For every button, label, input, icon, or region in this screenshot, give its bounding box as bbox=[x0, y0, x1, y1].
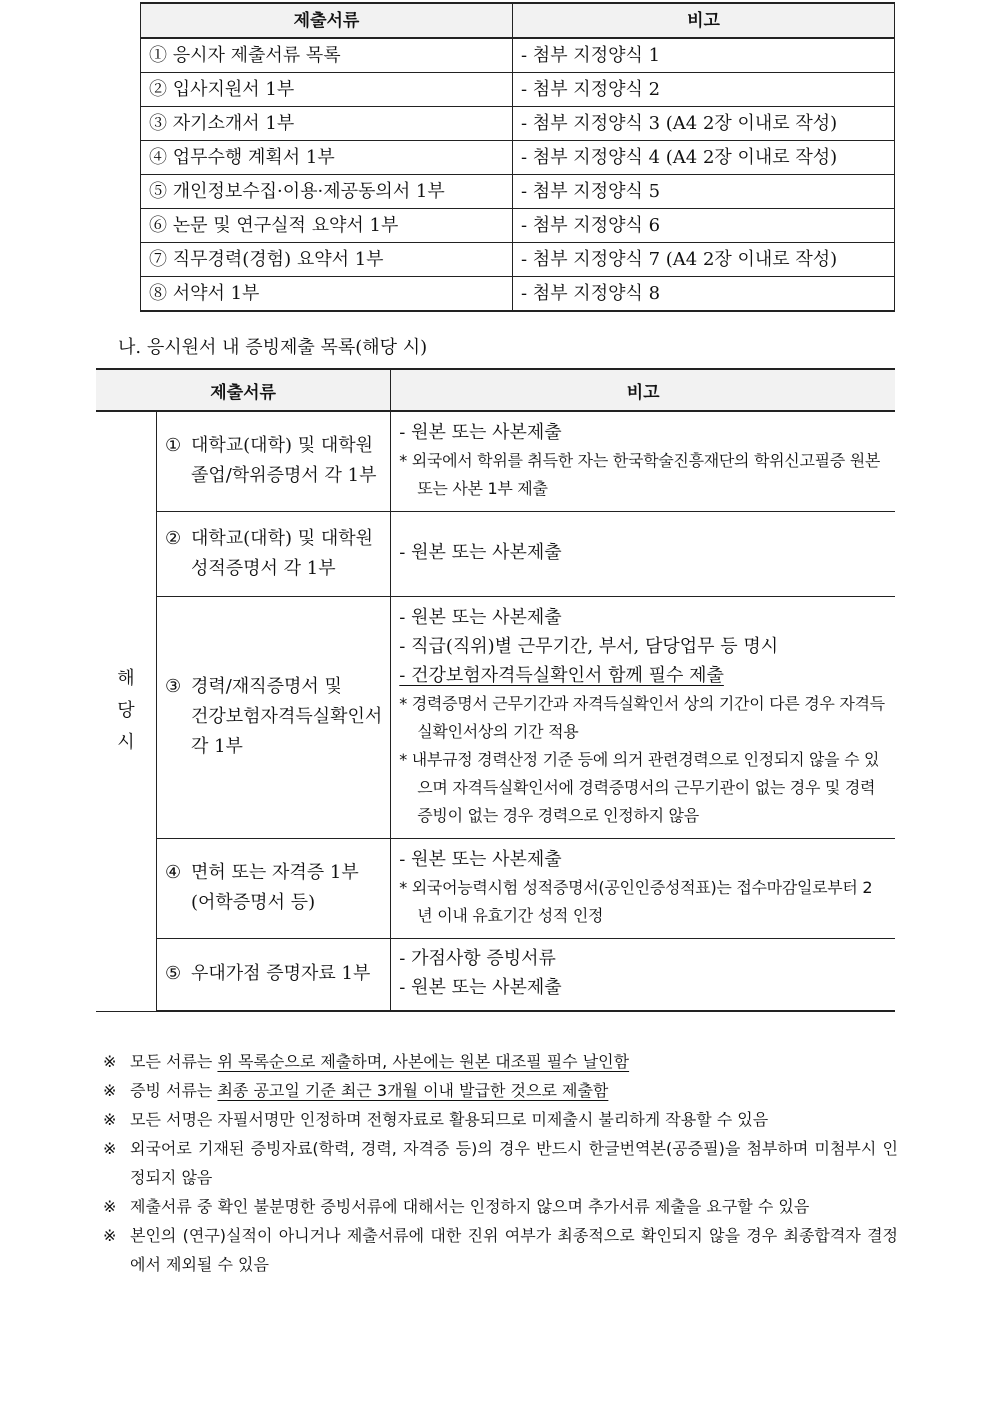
note-text-plain: 제출서류 중 확인 불분명한 증빙서류에 대해서는 인정하지 않으며 추가서류 제출을 요구할 수 있음 bbox=[130, 1197, 810, 1216]
table-header-row bbox=[141, 3, 895, 38]
doc-text bbox=[191, 431, 376, 491]
doc-line: 건강보험자격득실확인서 bbox=[191, 706, 383, 727]
group-label-char: 해 bbox=[117, 668, 135, 690]
note-item bbox=[103, 1076, 898, 1105]
table-row bbox=[96, 838, 895, 938]
reference-mark: ※ bbox=[103, 1110, 117, 1129]
table-row bbox=[96, 411, 895, 511]
note-text bbox=[130, 1221, 898, 1279]
remark-line: - 건강보험자격득실확인서 함께 필수 제출 bbox=[399, 664, 724, 686]
note-text bbox=[130, 1047, 629, 1076]
remark-subnote: * 내부규정 경력산정 기준 등에 의거 관련경력으로 인정되지 않을 수 있으며 자격득실확인서에 경력증명서의 근무기관이 없는 경우 및 경력증빙이 없는 경우 경력으로 인정하지 않음 bbox=[399, 749, 880, 825]
table-row bbox=[141, 209, 895, 243]
note-text-plain: 외국어로 기재된 증빙자료(학력, 경력, 자격증 등)의 경우 반드시 한글번역본(공증필)을 첨부하며 미첨부시 인정되지 않음 bbox=[130, 1139, 898, 1187]
doc-line: 졸업/학위증명서 각 1부 bbox=[191, 465, 377, 487]
doc-wrap bbox=[165, 959, 382, 989]
doc-text bbox=[191, 672, 382, 762]
doc-number: ⑤ bbox=[165, 963, 182, 985]
doc-line: 대학교(대학) 및 대학원 bbox=[191, 435, 373, 457]
doc-cell: ③ 자기소개서 1부 bbox=[141, 107, 513, 141]
doc-number: ② bbox=[165, 527, 182, 549]
table-row bbox=[96, 596, 895, 838]
table-row bbox=[96, 511, 895, 596]
doc-text bbox=[191, 858, 359, 918]
remark-cell: - 첨부 지정양식 2 bbox=[513, 73, 895, 107]
remark-cell bbox=[391, 596, 895, 838]
remark-cell: - 첨부 지정양식 6 bbox=[513, 209, 895, 243]
evidence-docs-table bbox=[96, 368, 895, 1012]
doc-line: 대학교(대학) 및 대학원 bbox=[191, 527, 373, 549]
doc-line: 면허 또는 자격증 1부 bbox=[191, 862, 359, 883]
note-text bbox=[130, 1105, 768, 1134]
table-row bbox=[141, 175, 895, 209]
remark-subnote: * 외국에서 학위를 취득한 자는 한국학술진흥재단의 학위신고필증 원본 또는 사본 1부 제출 bbox=[399, 450, 881, 498]
note-text bbox=[130, 1076, 608, 1105]
note-text-underlined: 위 목록순으로 제출하며, 사본에는 원본 대조필 필수 날인함 bbox=[217, 1052, 630, 1071]
reference-mark: ※ bbox=[103, 1052, 117, 1071]
remark-cell: - 첨부 지정양식 4 (A4 2장 이내로 작성) bbox=[513, 141, 895, 175]
remark-cell: - 첨부 지정양식 7 (A4 2장 이내로 작성) bbox=[513, 243, 895, 277]
doc-cell: ⑥ 논문 및 연구실적 요약서 1부 bbox=[141, 209, 513, 243]
doc-cell: ⑤ 개인정보수집·이용·제공동의서 1부 bbox=[141, 175, 513, 209]
doc-cell: ⑦ 직무경력(경험) 요약서 1부 bbox=[141, 243, 513, 277]
remark-line: - 원본 또는 사본제출 bbox=[399, 606, 562, 628]
table-row bbox=[141, 73, 895, 107]
remark-cell: - 첨부 지정양식 8 bbox=[513, 277, 895, 312]
note-item bbox=[103, 1134, 898, 1192]
notes-list bbox=[103, 1047, 898, 1279]
table-row bbox=[141, 107, 895, 141]
table-row bbox=[141, 38, 895, 73]
remark-cell: - 첨부 지정양식 1 bbox=[513, 38, 895, 73]
doc-wrap bbox=[165, 672, 382, 762]
note-text-plain: 본인의 (연구)실적이 아니거나 제출서류에 대한 진위 여부가 최종적으로 확인되지 않을 경우 최종합격자 결정에서 제외될 수 있음 bbox=[130, 1226, 898, 1274]
remark-cell: - 첨부 지정양식 3 (A4 2장 이내로 작성) bbox=[513, 107, 895, 141]
note-item bbox=[103, 1105, 898, 1134]
remark-cell bbox=[391, 411, 895, 511]
note-text-underlined: 최종 공고일 기준 최근 3개월 이내 발급한 것으로 제출함 bbox=[217, 1081, 609, 1100]
reference-mark: ※ bbox=[103, 1197, 117, 1216]
doc-cell bbox=[157, 938, 391, 1011]
remark-cell bbox=[391, 838, 895, 938]
header-remarks: 비고 bbox=[513, 3, 895, 38]
remark-line: - 원본 또는 사본제출 bbox=[399, 542, 562, 563]
doc-wrap bbox=[165, 858, 382, 918]
doc-line: (어학증명서 등) bbox=[191, 892, 316, 913]
doc-cell bbox=[157, 838, 391, 938]
doc-cell: ② 입사지원서 1부 bbox=[141, 73, 513, 107]
note-text bbox=[130, 1134, 898, 1192]
table-body bbox=[96, 411, 895, 1011]
remark-subnote: * 경력증명서 근무기간과 자격득실확인서 상의 기간이 다른 경우 자격득실확인서상의 기간 적용 bbox=[399, 693, 885, 741]
doc-line: 각 1부 bbox=[191, 736, 243, 757]
table-row bbox=[141, 243, 895, 277]
remark-cell bbox=[391, 938, 895, 1011]
doc-number: ① bbox=[165, 435, 182, 457]
table-row bbox=[141, 277, 895, 312]
doc-cell: ⑧ 서약서 1부 bbox=[141, 277, 513, 312]
remark-line: - 가점사항 증빙서류 bbox=[399, 948, 556, 970]
remark-line: - 원본 또는 사본제출 bbox=[399, 848, 562, 870]
group-label-char: 당 bbox=[117, 700, 135, 722]
doc-text bbox=[191, 524, 373, 584]
table-body bbox=[141, 38, 895, 311]
doc-line: 성적증명서 각 1부 bbox=[191, 557, 336, 579]
group-label-cell bbox=[96, 411, 157, 1011]
remark-cell: - 첨부 지정양식 5 bbox=[513, 175, 895, 209]
note-text-plain: 모든 서명은 자필서명만 인정하며 전형자료로 활용되므로 미제출시 불리하게 작용할 수 있음 bbox=[130, 1110, 769, 1129]
remark-line: - 원본 또는 사본제출 bbox=[399, 421, 562, 443]
section-heading: 나. 응시원서 내 증빙제출 목록(해당 시) bbox=[118, 337, 428, 358]
doc-line: 우대가점 증명자료 1부 bbox=[191, 963, 371, 985]
doc-cell bbox=[157, 596, 391, 838]
table-header-row bbox=[96, 369, 895, 411]
note-text-plain: 모든 서류는 bbox=[130, 1052, 218, 1071]
doc-cell bbox=[157, 511, 391, 596]
table-row bbox=[96, 938, 895, 1011]
doc-cell bbox=[157, 411, 391, 511]
note-item bbox=[103, 1047, 898, 1076]
doc-number: ③ bbox=[165, 676, 182, 697]
doc-cell: ① 응시자 제출서류 목록 bbox=[141, 38, 513, 73]
remark-subnote: * 외국어능력시험 성적증명서(공인인증성적표)는 접수마감일로부터 2년 이내 유효기간 성적 인정 bbox=[399, 877, 873, 925]
reference-mark: ※ bbox=[103, 1139, 117, 1158]
note-item bbox=[103, 1192, 898, 1221]
submission-docs-table bbox=[140, 2, 895, 312]
doc-wrap bbox=[165, 431, 382, 491]
remark-line: - 직급(직위)별 근무기간, 부서, 담당업무 등 명시 bbox=[399, 635, 779, 657]
remark-cell bbox=[391, 511, 895, 596]
header-docs: 제출서류 bbox=[141, 3, 513, 38]
reference-mark: ※ bbox=[103, 1226, 117, 1245]
header-remarks: 비고 bbox=[391, 369, 895, 411]
doc-number: ④ bbox=[165, 862, 182, 883]
remark-line: - 원본 또는 사본제출 bbox=[399, 977, 562, 999]
doc-line: 경력/재직증명서 및 bbox=[191, 676, 342, 697]
group-label-char: 시 bbox=[117, 732, 135, 754]
note-text bbox=[130, 1192, 809, 1221]
doc-cell: ④ 업무수행 계획서 1부 bbox=[141, 141, 513, 175]
doc-text bbox=[191, 959, 370, 989]
table-row bbox=[141, 141, 895, 175]
note-text-plain: 증빙 서류는 bbox=[130, 1081, 218, 1100]
doc-wrap bbox=[165, 524, 382, 584]
header-docs: 제출서류 bbox=[96, 369, 391, 411]
reference-mark: ※ bbox=[103, 1081, 117, 1100]
note-item bbox=[103, 1221, 898, 1279]
